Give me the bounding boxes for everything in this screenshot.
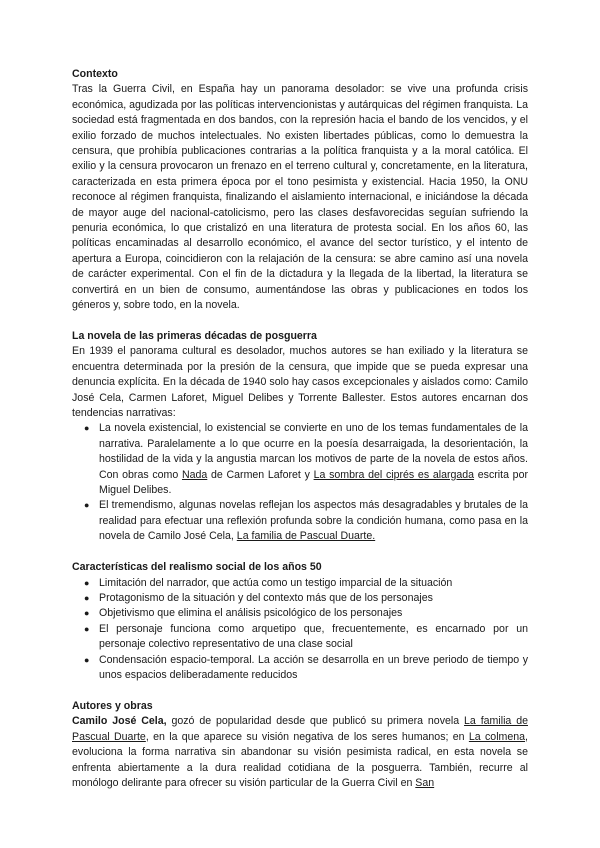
list-item: ● El personaje funciona como arquetipo que, frecuentemente, es encarnado por un personaje colectivo representativo de una clase social [84, 622, 528, 651]
bullet-icon: ● [84, 577, 90, 588]
section-heading-autores: Autores y obras [72, 699, 153, 712]
bullet-icon: ● [84, 500, 90, 511]
document-page [72, 67, 528, 791]
section-heading-contexto: Contexto [72, 68, 118, 80]
section-heading-realismo-social: Características del realismo social de los años 50 [72, 561, 322, 574]
list-item: ● Condensación espacio-temporal. La acción se desarrolla en un breve periodo de tiempo y unos espacios deliberadamente reducidos [84, 653, 528, 682]
tendencias-list [72, 421, 528, 544]
paragraph-primeras-decadas: En 1939 el panorama cultural es desolador, muchos autores se han exiliado y la literatura se encuentra determinada por la presión de la censura, que impide que se pueda expresar una denuncia explícita. En la década de 1940 solo hay casos excepcionales y aislados como: Camilo José Cela, Carmen Laforet, Miguel Delibes y Torrente Ballester. Estos autores encarnan dos tendencias narrativas: [72, 345, 528, 420]
section-heading-primeras-decadas: La novela de las primeras décadas de posguerra [72, 330, 317, 342]
bullet-icon: ● [84, 623, 90, 634]
work-title: La familia de Pascual Duarte [72, 715, 528, 743]
work-title: La familia de Pascual Duarte. [236, 530, 376, 543]
list-item: ● Protagonismo de la situación y del contexto más que de los personajes [72, 591, 528, 606]
paragraph-cela: Camilo José Cela, gozó de popularidad desde que publicó su primera novela La familia de Pascual Duarte, en la que aparece su visión negativa de los seres humanos; en La colmena, evoluciona la forma narrativa sin abandonar su visión pesimista radical, en esta novela se enfrenta abiertamente a la dura realidad cotidiana de la posguerra. También, recurre al monólogo delirante para ofrecer su visión particular de la Guerra Civil en San [72, 715, 528, 789]
bullet-icon: ● [84, 608, 90, 619]
caracteristicas-list [72, 576, 528, 684]
bullet-icon: ● [84, 654, 90, 665]
list-item: ● Objetivismo que elimina el análisis psicológico de los personajes [72, 606, 528, 621]
work-title: La colmena [468, 730, 526, 743]
list-item: ● Limitación del narrador, que actúa como un testigo imparcial de la situación [72, 576, 528, 591]
author-name: Camilo José Cela, [72, 715, 167, 728]
bullet-icon: ● [84, 593, 90, 603]
bullet-icon: ● [84, 423, 90, 434]
work-title: San [415, 776, 435, 789]
list-item-tremendismo: ● El tremendismo, algunas novelas reflejan los aspectos más desagradables y brutales de la realidad para efectuar una reflexión profunda sobre la condición humana, como pasa en la novela de Camilo José Cela, La familia de Pascual Duarte. [84, 499, 528, 543]
work-title: Nada [181, 468, 208, 481]
list-item-existencial: ● La novela existencial, lo existencial se convierte en uno de los temas fundamentales de la narrativa. Paralelamente a lo que ocurre en la poesía desarraigada, la desorientación, la hostilidad de la vida y la angustia marcan los motivos de parte de la novela de estos años. Con obras como Nada de Carmen Laforet y La sombra del ciprés es alargada escrita por Miguel Delibes. [84, 422, 528, 497]
paragraph-contexto: Tras la Guerra Civil, en España hay un panorama desolador: se vive una profunda crisis económica, agudizada por las políticas intervencionistas y autárquicas del régimen franquista. La sociedad está fragmentada en dos bandos, con la represión hacia el bando de los vencidos, y el exilio forzado de muchos intelectuales. No existen libertades públicas, como lo demuestra la censura, que prohibía publicaciones contrarias a la política franquista y a la moral católica. El exilio y la censura provocaron un frenazo en el terreno cultural y, concretamente, en la literatura, caracterizada en esta primera época por el tono pesimista y existencial. Hacia 1950, la ONU reconoce al régimen franquista, finalizando el aislamiento internacional, e iniciándose la década de mayor auge del nacional-catolicismo, pero las clases desfavorecidas seguían sufriendo la penuria económica, lo que cristalizó en una literatura de protesta social. En los años 60, las políticas encaminadas al desarrollo económico, el avance del sector turístico, y el intento de apertura a Europa, coincidieron con la relajación de la censura: se abre camino así una novela de carácter experimental. Con el fin de la dictadura y la llegada de la libertad, la literatura se convertirá en un bien de consumo, aumentándose las obras y publicaciones en todos los géneros y, sobre todo, en la novela. [72, 83, 528, 312]
work-title: La sombra del ciprés es alargada [313, 468, 475, 481]
